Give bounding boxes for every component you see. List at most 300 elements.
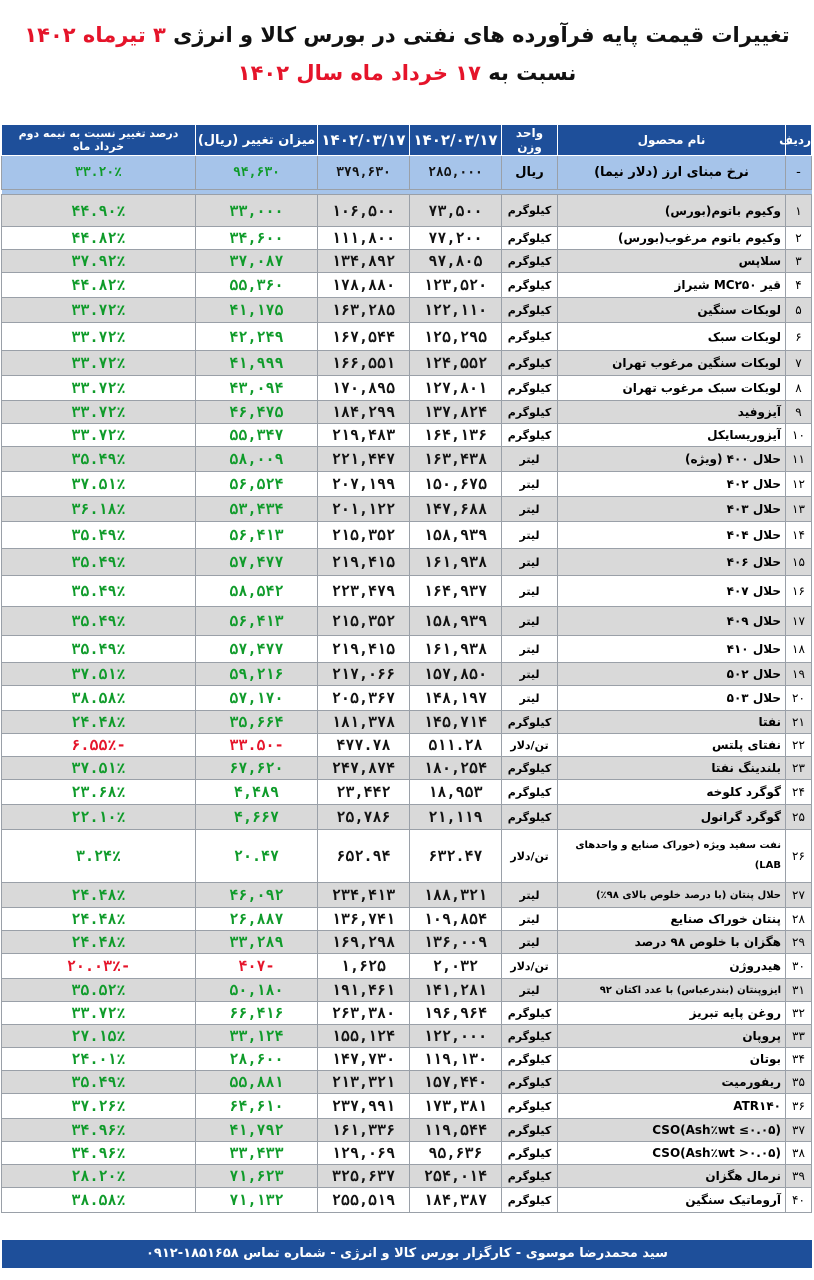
cell-change: ۴۲,۲۴۹	[196, 323, 318, 351]
cell-price-2: ۲۱۹,۴۸۳	[318, 424, 410, 447]
exchange-rate-row	[2, 156, 812, 190]
cell-unit: کیلوگرم	[502, 195, 558, 227]
cell-percent: ۳۷.۹۲٪	[2, 250, 196, 273]
cell-idx: ۵	[786, 298, 812, 323]
table-row	[2, 447, 812, 472]
cell-price-2: ۲۳۴,۴۱۳	[318, 883, 410, 908]
cell-change: ۵۶,۴۱۳	[196, 522, 318, 549]
table-row	[2, 1119, 812, 1142]
cell-name: CSO(Ash٪wt ≤۰.۰۵)	[558, 1119, 786, 1142]
table-row	[2, 424, 812, 447]
cell-percent: ۲۷.۱۵٪	[2, 1025, 196, 1048]
table-row	[2, 195, 812, 227]
cell-name: حلال ۴۱۰	[558, 636, 786, 663]
cell-price-1: ۹۵,۶۳۶	[410, 1142, 502, 1165]
cell-percent: ۳۳.۷۲٪	[2, 351, 196, 376]
cell-unit: لیتر	[502, 979, 558, 1002]
title-line-1	[0, 16, 814, 54]
cell-percent: ۳۳.۷۲٪	[2, 424, 196, 447]
table-row	[2, 522, 812, 549]
title-line-2	[0, 54, 814, 92]
cell-price-2: ۲۳۷,۹۹۱	[318, 1094, 410, 1119]
cell-price-1: ۱۶۱,۹۳۸	[410, 549, 502, 576]
cell-change: ۹۴,۶۳۰	[196, 156, 318, 190]
cell-name: ریفورمیت	[558, 1071, 786, 1094]
cell-price-2: ۲۱۳,۳۲۱	[318, 1071, 410, 1094]
cell-unit: لیتر	[502, 549, 558, 576]
cell-percent: ۳۵.۴۹٪	[2, 549, 196, 576]
cell-percent: ۲۴.۴۸٪	[2, 908, 196, 931]
cell-idx: ۱۲	[786, 472, 812, 497]
cell-unit: لیتر	[502, 472, 558, 497]
table-row	[2, 1094, 812, 1119]
cell-price-1: ۱۱۹,۵۴۴	[410, 1119, 502, 1142]
cell-percent: ۳۴.۹۶٪	[2, 1142, 196, 1165]
cell-name: حلال پنتان (با درصد خلوص بالای ۹۸٪)	[558, 883, 786, 908]
cell-name: آیزوریسایکل	[558, 424, 786, 447]
table-row	[2, 686, 812, 711]
table-row	[2, 883, 812, 908]
col-header-name: نام محصول	[558, 125, 786, 156]
cell-percent: -۶.۵۵٪	[2, 734, 196, 757]
cell-name: ایزوپنتان (بندرعباس) با عدد اکتان ۹۲	[558, 979, 786, 1002]
cell-percent: ۴۴.۸۲٪	[2, 227, 196, 250]
subtitle-text: نسبت به	[480, 61, 577, 85]
cell-price-2: ۲۴۷,۸۷۴	[318, 757, 410, 780]
cell-idx: ۱۵	[786, 549, 812, 576]
cell-unit: کیلوگرم	[502, 1071, 558, 1094]
cell-unit: کیلوگرم	[502, 250, 558, 273]
cell-name: گوگرد کلوخه	[558, 780, 786, 805]
cell-change: ۴,۶۶۷	[196, 805, 318, 830]
cell-price-1: ۷۷,۲۰۰	[410, 227, 502, 250]
cell-unit: کیلوگرم	[502, 1142, 558, 1165]
cell-name: روغن پایه تبریز	[558, 1002, 786, 1025]
cell-percent: ۳۵.۴۹٪	[2, 447, 196, 472]
cell-idx: ۳۰	[786, 954, 812, 979]
cell-percent: ۳۳.۷۲٪	[2, 323, 196, 351]
cell-change: ۴۶,۰۹۲	[196, 883, 318, 908]
table-row	[2, 549, 812, 576]
cell-unit: کیلوگرم	[502, 351, 558, 376]
cell-idx: ۳۶	[786, 1094, 812, 1119]
col-header-idx: ردیف	[786, 125, 812, 156]
cell-price-1: ۲۱,۱۱۹	[410, 805, 502, 830]
cell-change: ۵۵,۳۴۷	[196, 424, 318, 447]
cell-price-1: ۱۰۹,۸۵۴	[410, 908, 502, 931]
cell-price-1: ۱۲۷,۸۰۱	[410, 376, 502, 401]
cell-percent: ۳۳.۷۲٪	[2, 298, 196, 323]
cell-change: ۵۷,۱۷۰	[196, 686, 318, 711]
cell-price-1: ۱۲۲,۰۰۰	[410, 1025, 502, 1048]
title-text: تغییرات قیمت پایه فرآورده های نفتی در بورس کالا و انرژی	[165, 23, 790, 47]
cell-change: ۵۵,۳۶۰	[196, 273, 318, 298]
cell-unit: کیلوگرم	[502, 805, 558, 830]
cell-change: ۴۱,۷۹۲	[196, 1119, 318, 1142]
cell-change: ۵۹,۲۱۶	[196, 663, 318, 686]
cell-percent: ۳۷.۲۶٪	[2, 1094, 196, 1119]
cell-percent: ۲۴.۰۱٪	[2, 1048, 196, 1071]
cell-price-2: ۱۶۷,۵۴۴	[318, 323, 410, 351]
cell-idx: ۲۱	[786, 711, 812, 734]
cell-price-2: ۲۱۹,۴۱۵	[318, 549, 410, 576]
cell-price-2: ۲۶۳,۳۸۰	[318, 1002, 410, 1025]
cell-change: ۲۶,۸۸۷	[196, 908, 318, 931]
cell-price-1: ۱۶۳,۴۳۸	[410, 447, 502, 472]
cell-idx: ۱۹	[786, 663, 812, 686]
cell-price-1: ۱۵۸,۹۳۹	[410, 607, 502, 636]
cell-price-1: ۱۲۳,۵۲۰	[410, 273, 502, 298]
table-row	[2, 663, 812, 686]
cell-unit: کیلوگرم	[502, 1094, 558, 1119]
cell-price-2: ۱۱۱,۸۰۰	[318, 227, 410, 250]
cell-percent: ۲۸.۲۰٪	[2, 1165, 196, 1188]
cell-idx: ۳۵	[786, 1071, 812, 1094]
cell-price-2: ۲۲۱,۴۴۷	[318, 447, 410, 472]
cell-unit: کیلوگرم	[502, 273, 558, 298]
table-row	[2, 979, 812, 1002]
cell-unit: کیلوگرم	[502, 780, 558, 805]
cell-idx: ۷	[786, 351, 812, 376]
cell-price-2: ۱۳۶,۷۴۱	[318, 908, 410, 931]
cell-idx: ۳۳	[786, 1025, 812, 1048]
cell-percent: ۳۸.۵۸٪	[2, 686, 196, 711]
table-row	[2, 1188, 812, 1213]
cell-price-1: ۱۴۷,۶۸۸	[410, 497, 502, 522]
cell-unit: لیتر	[502, 607, 558, 636]
cell-name: لوبکات سبک	[558, 323, 786, 351]
cell-change: ۵۰,۱۸۰	[196, 979, 318, 1002]
cell-price-1: ۱۵۷,۸۵۰	[410, 663, 502, 686]
table-row	[2, 908, 812, 931]
cell-percent: ۳۵.۴۹٪	[2, 607, 196, 636]
cell-name: نفتا	[558, 711, 786, 734]
table-row	[2, 227, 812, 250]
cell-name: حلال ۴۰۲	[558, 472, 786, 497]
cell-price-1: ۱۲۲,۱۱۰	[410, 298, 502, 323]
cell-price-1: ۲۵۴,۰۱۴	[410, 1165, 502, 1188]
table-row	[2, 273, 812, 298]
table-row	[2, 376, 812, 401]
cell-price-1: ۱۸۰,۲۵۴	[410, 757, 502, 780]
cell-idx: ۸	[786, 376, 812, 401]
cell-price-1: ۱۶۴,۱۳۶	[410, 424, 502, 447]
cell-percent: ۳۳.۷۲٪	[2, 401, 196, 424]
cell-name: نفت سفید ویژه (خوراک صنایع و واحدهای LAB)	[558, 830, 786, 883]
cell-name: آروماتیک سنگین	[558, 1188, 786, 1213]
cell-price-1: ۹۷,۸۰۵	[410, 250, 502, 273]
cell-idx: ۲۰	[786, 686, 812, 711]
cell-idx: ۳۷	[786, 1119, 812, 1142]
cell-idx: ۱۴	[786, 522, 812, 549]
cell-unit: تن/دلار	[502, 734, 558, 757]
cell-change: ۲۰.۴۷	[196, 830, 318, 883]
cell-price-1: ۲۸۵,۰۰۰	[410, 156, 502, 190]
cell-unit: کیلوگرم	[502, 376, 558, 401]
cell-name: ATR۱۴۰	[558, 1094, 786, 1119]
cell-unit: کیلوگرم	[502, 1188, 558, 1213]
cell-name: حلال ۴۰۷	[558, 576, 786, 607]
cell-change: ۵۸,۰۰۹	[196, 447, 318, 472]
col-header-price-2: ۱۴۰۲/۰۳/۱۷	[318, 125, 410, 156]
cell-change: ۵۸,۵۴۲	[196, 576, 318, 607]
cell-unit: لیتر	[502, 497, 558, 522]
cell-change: ۴۱,۹۹۹	[196, 351, 318, 376]
cell-price-2: ۲۰۵,۳۶۷	[318, 686, 410, 711]
cell-price-1: ۱۶۴,۹۳۷	[410, 576, 502, 607]
cell-price-2: ۱,۶۲۵	[318, 954, 410, 979]
cell-percent: ۳۴.۹۶٪	[2, 1119, 196, 1142]
cell-idx: ۲۶	[786, 830, 812, 883]
cell-name: وکیوم باتوم(بورس)	[558, 195, 786, 227]
cell-unit: لیتر	[502, 686, 558, 711]
table-row	[2, 497, 812, 522]
cell-idx: ۴	[786, 273, 812, 298]
cell-percent: -۲۰.۰۳٪	[2, 954, 196, 979]
cell-change: ۶۴,۶۱۰	[196, 1094, 318, 1119]
cell-idx: ۱	[786, 195, 812, 227]
cell-percent: ۲۴.۴۸٪	[2, 883, 196, 908]
cell-unit: کیلوگرم	[502, 401, 558, 424]
cell-idx: -	[786, 156, 812, 190]
cell-name: حلال ۴۰۳	[558, 497, 786, 522]
subtitle-date: ۱۷ خرداد ماه سال ۱۴۰۲	[237, 61, 481, 85]
cell-name: وکیوم باتوم مرغوب(بورس)	[558, 227, 786, 250]
col-header-price-1: ۱۴۰۲/۰۳/۱۷	[410, 125, 502, 156]
table-row	[2, 323, 812, 351]
cell-change: ۴۳,۰۹۴	[196, 376, 318, 401]
cell-change: ۵۶,۵۲۴	[196, 472, 318, 497]
cell-price-2: ۶۵۲.۹۴	[318, 830, 410, 883]
cell-idx: ۳۴	[786, 1048, 812, 1071]
cell-idx: ۳	[786, 250, 812, 273]
cell-name: سلاپس	[558, 250, 786, 273]
cell-percent: ۳۵.۴۹٪	[2, 1071, 196, 1094]
cell-name: قیر MC۲۵۰ شیراز	[558, 273, 786, 298]
cell-price-2: ۲۰۱,۱۲۲	[318, 497, 410, 522]
cell-percent: ۲۴.۴۸٪	[2, 711, 196, 734]
table-row	[2, 1025, 812, 1048]
table-row	[2, 1071, 812, 1094]
cell-price-2: ۱۴۷,۷۳۰	[318, 1048, 410, 1071]
cell-unit: کیلوگرم	[502, 298, 558, 323]
cell-change: ۳۳,۴۳۳	[196, 1142, 318, 1165]
table-row	[2, 830, 812, 883]
cell-unit: لیتر	[502, 883, 558, 908]
cell-price-1: ۲,۰۳۲	[410, 954, 502, 979]
cell-price-2: ۲۵,۷۸۶	[318, 805, 410, 830]
cell-price-1: ۱۵۰,۶۷۵	[410, 472, 502, 497]
cell-unit: کیلوگرم	[502, 1119, 558, 1142]
cell-price-2: ۱۲۹,۰۶۹	[318, 1142, 410, 1165]
cell-price-1: ۱۴۵,۷۱۴	[410, 711, 502, 734]
cell-name: بلندینگ نفتا	[558, 757, 786, 780]
cell-name: لوبکات سنگین	[558, 298, 786, 323]
cell-unit: کیلوگرم	[502, 711, 558, 734]
cell-percent: ۳۶.۱۸٪	[2, 497, 196, 522]
table-row	[2, 351, 812, 376]
cell-percent: ۳۳.۲۰٪	[2, 156, 196, 190]
cell-idx: ۲۵	[786, 805, 812, 830]
cell-idx: ۲۸	[786, 908, 812, 931]
cell-name: حلال ۴۰۰ (ویژه)	[558, 447, 786, 472]
cell-idx: ۱۶	[786, 576, 812, 607]
cell-unit: کیلوگرم	[502, 757, 558, 780]
cell-price-2: ۲۰۷,۱۹۹	[318, 472, 410, 497]
table-row	[2, 636, 812, 663]
cell-price-2: ۳۲۵,۶۳۷	[318, 1165, 410, 1188]
cell-name: نرمال هگزان	[558, 1165, 786, 1188]
cell-idx: ۲۷	[786, 883, 812, 908]
cell-unit: لیتر	[502, 636, 558, 663]
cell-name: حلال ۵۰۳	[558, 686, 786, 711]
cell-idx: ۹	[786, 401, 812, 424]
cell-unit: کیلوگرم	[502, 1025, 558, 1048]
table-row	[2, 1048, 812, 1071]
cell-idx: ۲۲	[786, 734, 812, 757]
table-row	[2, 711, 812, 734]
table-row	[2, 472, 812, 497]
cell-price-1: ۶۳۲.۴۷	[410, 830, 502, 883]
cell-idx: ۳۱	[786, 979, 812, 1002]
cell-change: ۴۶,۴۷۵	[196, 401, 318, 424]
cell-percent: ۳۵.۴۹٪	[2, 576, 196, 607]
cell-price-1: ۱۸۸,۳۲۱	[410, 883, 502, 908]
cell-name: نفتای پلتس	[558, 734, 786, 757]
cell-price-2: ۲۲۳,۴۷۹	[318, 576, 410, 607]
cell-idx: ۱۸	[786, 636, 812, 663]
table-row	[2, 401, 812, 424]
price-table	[1, 124, 812, 1213]
cell-price-2: ۱۹۱,۴۶۱	[318, 979, 410, 1002]
cell-price-2: ۱۶۶,۵۵۱	[318, 351, 410, 376]
cell-price-2: ۱۳۴,۸۹۲	[318, 250, 410, 273]
cell-price-2: ۱۶۱,۳۳۶	[318, 1119, 410, 1142]
cell-idx: ۱۰	[786, 424, 812, 447]
report-header	[0, 0, 814, 124]
cell-price-1: ۱۵۸,۹۳۹	[410, 522, 502, 549]
cell-name: نرخ مبنای ارز (دلار نیما)	[558, 156, 786, 190]
cell-name: لوبکات سبک مرغوب تهران	[558, 376, 786, 401]
cell-name: بوتان	[558, 1048, 786, 1071]
cell-price-2: ۴۷۷.۷۸	[318, 734, 410, 757]
cell-name: آیزوفید	[558, 401, 786, 424]
cell-unit: لیتر	[502, 447, 558, 472]
title-date: ۳ تیرماه ۱۴۰۲	[24, 23, 166, 47]
cell-percent: ۳۸.۵۸٪	[2, 1188, 196, 1213]
cell-idx: ۲۴	[786, 780, 812, 805]
cell-percent: ۳۵.۵۲٪	[2, 979, 196, 1002]
cell-name: گوگرد گرانول	[558, 805, 786, 830]
cell-percent: ۳۳.۷۲٪	[2, 376, 196, 401]
table-row	[2, 931, 812, 954]
cell-idx: ۳۹	[786, 1165, 812, 1188]
cell-change: ۷۱,۶۲۳	[196, 1165, 318, 1188]
cell-unit: لیتر	[502, 908, 558, 931]
cell-price-1: ۱۸,۹۵۳	[410, 780, 502, 805]
cell-name: حلال ۴۰۴	[558, 522, 786, 549]
cell-price-2: ۱۷۸,۸۸۰	[318, 273, 410, 298]
cell-idx: ۱۳	[786, 497, 812, 522]
table-row	[2, 1142, 812, 1165]
table-row	[2, 1165, 812, 1188]
cell-price-2: ۲۵۵,۵۱۹	[318, 1188, 410, 1213]
cell-change: ۴۱,۱۷۵	[196, 298, 318, 323]
cell-name: پروپان	[558, 1025, 786, 1048]
cell-price-2: ۱۸۱,۳۷۸	[318, 711, 410, 734]
table-row	[2, 298, 812, 323]
cell-change: ۳۴,۶۰۰	[196, 227, 318, 250]
cell-change: ۴,۴۸۹	[196, 780, 318, 805]
table-header-row	[2, 125, 812, 156]
cell-idx: ۲	[786, 227, 812, 250]
cell-name: CSO(Ash٪wt >۰.۰۵)	[558, 1142, 786, 1165]
cell-price-1: ۱۹۶,۹۶۴	[410, 1002, 502, 1025]
table-row	[2, 1002, 812, 1025]
cell-idx: ۳۸	[786, 1142, 812, 1165]
table-row	[2, 576, 812, 607]
table-row	[2, 250, 812, 273]
cell-price-1: ۱۷۳,۳۸۱	[410, 1094, 502, 1119]
cell-percent: ۲۴.۴۸٪	[2, 931, 196, 954]
col-header-percent: درصد تغییر نسبت به نیمه دوم خرداد ماه	[2, 125, 196, 156]
col-header-unit: واحد وزن	[502, 125, 558, 156]
cell-change: ۷۱,۱۳۲	[196, 1188, 318, 1213]
cell-change: ۳۳,۱۲۴	[196, 1025, 318, 1048]
footer-contact: سید محمدرضا موسوی - کارگزار بورس کالا و انرژی - شماره تماس ۱۸۵۱۶۵۸-۰۹۱۲	[2, 1240, 812, 1268]
cell-percent: ۳۳.۷۲٪	[2, 1002, 196, 1025]
cell-change: ۳۳,۲۸۹	[196, 931, 318, 954]
cell-idx: ۱۷	[786, 607, 812, 636]
cell-price-1: ۱۱۹,۱۳۰	[410, 1048, 502, 1071]
cell-price-1: ۱۶۱,۹۳۸	[410, 636, 502, 663]
cell-name: حلال ۵۰۲	[558, 663, 786, 686]
cell-change: ۵۷,۴۷۷	[196, 636, 318, 663]
cell-percent: ۴۴.۹۰٪	[2, 195, 196, 227]
cell-unit: تن/دلار	[502, 954, 558, 979]
cell-price-1: ۱۲۴,۵۵۲	[410, 351, 502, 376]
cell-unit: تن/دلار	[502, 830, 558, 883]
cell-unit: کیلوگرم	[502, 323, 558, 351]
cell-price-2: ۲۱۷,۰۶۶	[318, 663, 410, 686]
cell-percent: ۴۴.۸۲٪	[2, 273, 196, 298]
cell-price-1: ۱۳۶,۰۰۹	[410, 931, 502, 954]
cell-name: هیدروژن	[558, 954, 786, 979]
cell-price-2: ۱۷۰,۸۹۵	[318, 376, 410, 401]
table-row	[2, 954, 812, 979]
cell-unit: کیلوگرم	[502, 1048, 558, 1071]
cell-idx: ۶	[786, 323, 812, 351]
cell-change: ۶۷,۶۲۰	[196, 757, 318, 780]
cell-price-1: ۷۳,۵۰۰	[410, 195, 502, 227]
cell-price-2: ۱۸۴,۲۹۹	[318, 401, 410, 424]
cell-idx: ۲۳	[786, 757, 812, 780]
cell-price-2: ۱۶۳,۲۸۵	[318, 298, 410, 323]
cell-name: حلال ۴۰۹	[558, 607, 786, 636]
cell-change: ۵۶,۴۱۳	[196, 607, 318, 636]
cell-percent: ۳۵.۴۹٪	[2, 636, 196, 663]
cell-price-1: ۱۲۵,۲۹۵	[410, 323, 502, 351]
cell-name: لوبکات سنگین مرغوب تهران	[558, 351, 786, 376]
table-row	[2, 805, 812, 830]
cell-unit: ریال	[502, 156, 558, 190]
cell-name: پنتان خوراک صنایع	[558, 908, 786, 931]
cell-unit: کیلوگرم	[502, 424, 558, 447]
cell-price-2: ۲۳,۴۴۲	[318, 780, 410, 805]
cell-change: ۳۵,۶۶۴	[196, 711, 318, 734]
cell-price-2: ۲۱۹,۴۱۵	[318, 636, 410, 663]
cell-change: ۳۷,۰۸۷	[196, 250, 318, 273]
